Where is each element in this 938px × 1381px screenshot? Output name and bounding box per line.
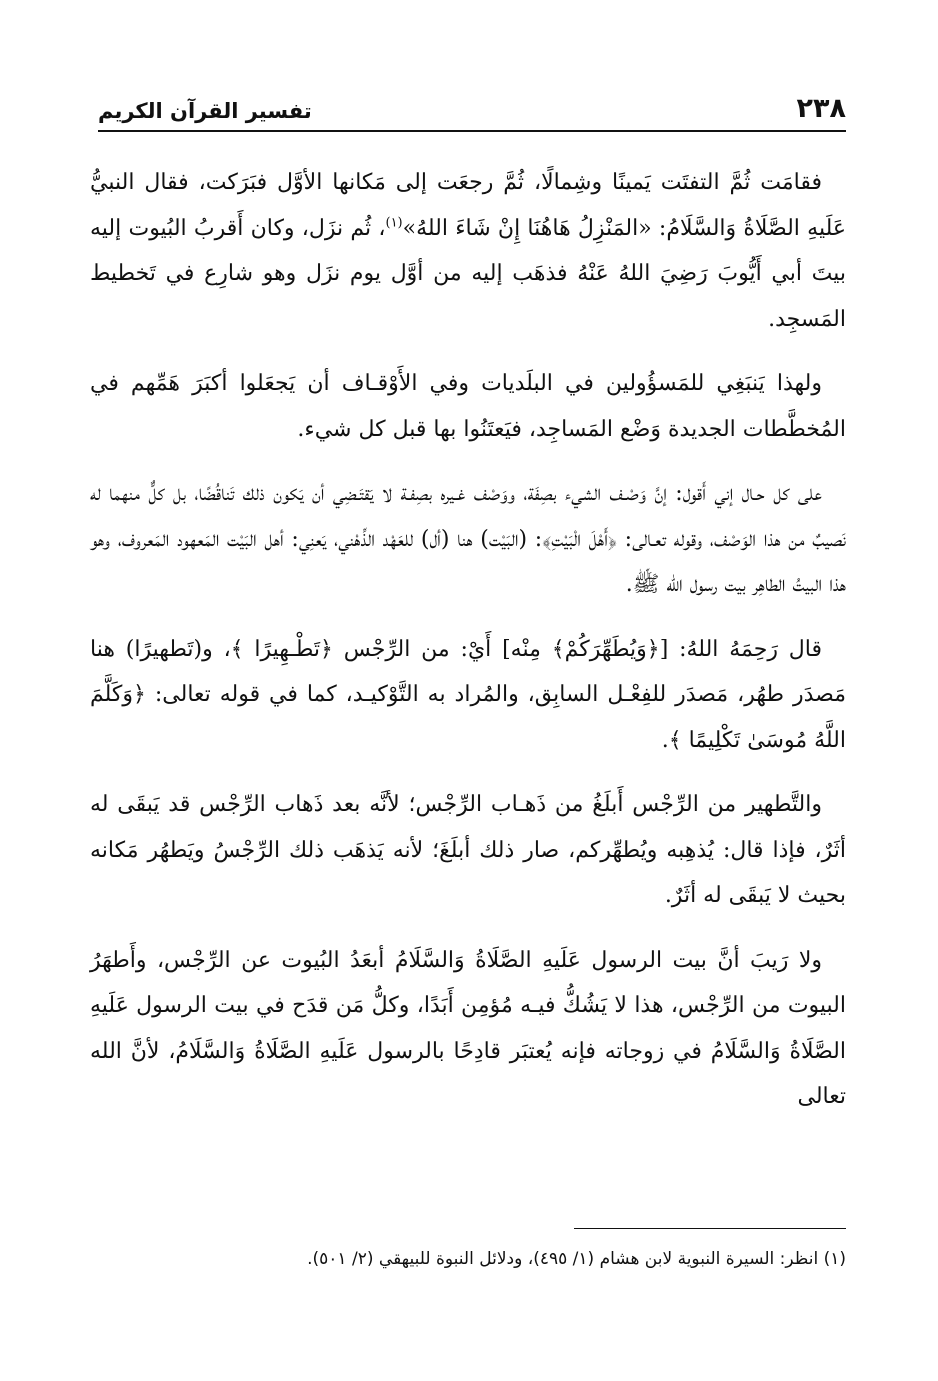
paragraph-4: قال رَحِمَهُ اللهُ: [﴿وَيُطَهِّرَكُمْ﴾ مِنْه] أَيْ: من الرِّجْس ﴿تَطْـهِيرًا ﴾، و(تَطهيرًا) هنا مَصدَر طهُر، مَصدَر للفِعْـل السابِق، والمُراد به التَّوْكيـد، كما في قوله تعالى: ﴿وَكَلَّمَ اللَّهُ مُوسَىٰ تَكْلِيمًا ﴾. [90, 636, 846, 753]
page-header [98, 92, 846, 132]
paragraph-1 [90, 160, 846, 342]
paragraph-2: ولهذا يَنبَغِي للمَسؤُولين في البلَديات وفي الأَوْقـاف أن يَجعَلوا أكبَرَ هَمِّهم في المُخطَّطات الجديدة وَضْع المَساجِد، فيَعتَنُوا بها قبل كل شيء. [90, 371, 846, 442]
footnote-rule [574, 1228, 846, 1229]
paragraph-6: ولا رَيبَ أنَّ بيت الرسول عَلَيهِ الصَّلَاةُ وَالسَّلَامُ أبعَدُ البُيوت عن الرِّجْس، وأَطهَرُ البيوت من الرِّجْس، هذا لا يَشُكُّ فيـه مُؤمِن أَبَدًا، وكلُّ مَن قدَح في بيت الرسول عَلَيهِ الصَّلَاةُ وَالسَّلَامُ في زوجاته فإنه يُعتبَر قادِحًا بالرسول عَلَيهِ الصَّلَاةُ وَالسَّلَامُ، لأنَّ الله تعالى [90, 947, 846, 1109]
footnote-reference: (١) [385, 215, 403, 231]
paragraph-3: على كل حـال إني أَقول: إنَّ وَصْـف الشيء بصِفَة، ووَصْف غـيره بصِفـة لا يَقتَـضِي أن يَكون ذلك تَناقُضًا، بل كلٌّ منهما له نَصيبٌ من هذا الوَصْف، وقوله تعـالى: ﴿أَهْلَ الْبَيْتِ﴾: (البَيْت) هنا (أل) للعَهْد الذِّهْني، يَعنِي: أهل البَيْت المَعهود المَعروف، وهو هذا البيتُ الطاهِر بيت رسول الله ﷺ. [90, 481, 846, 597]
paragraph-5: والتَّطهير من الرِّجْس أَبلَغُ من ذَهـاب الرِّجْس؛ لأنَّه بعد ذَهاب الرِّجْس قد يَبقَى له أثَرٌ، فإذا قال: يُذهِبه ويُطهِّركم، صار ذلك أبلَغَ؛ لأنه يَذهَب ذلك الرِّجْسُ ويَطهُر مَكانه بحيث لا يَبقَى له أثَرٌ. [90, 792, 846, 908]
paragraph-1-continuation: ، ثُم نزَل، وكان أَقربُ البُيوت إليه بيتَ أبي أَيُّوبَ رَضِيَ اللهُ عَنْهُ فذهَب إليه من أوَّل يوم نزَل وهو شارِع في تَخطيط المَسجِد. [90, 215, 846, 332]
body-text [90, 160, 846, 1139]
footnote: (١) انظر: السيرة النبوية لابن هشام (١/ ٤٩٥)، ودلائل النبوة للبيهقي (٢/ ٥٠١). [307, 1249, 846, 1269]
running-title: تفسير القرآن الكريم [98, 99, 312, 123]
header-rule [98, 130, 846, 132]
page-number: ٢٣٨ [796, 93, 846, 124]
paragraph-1-text: فقامَت ثُمَّ التفتَت يَمينًا وشِمالًا، ثُمَّ رجعَت إلى مَكانها الأوَّل فبَرَكت، فقال النبيُّ عَلَيهِ الصَّلَاةُ وَالسَّلَامُ: «المَنْزِلُ هَاهُنَا إِنْ شَاءَ اللهُ» [90, 170, 846, 241]
